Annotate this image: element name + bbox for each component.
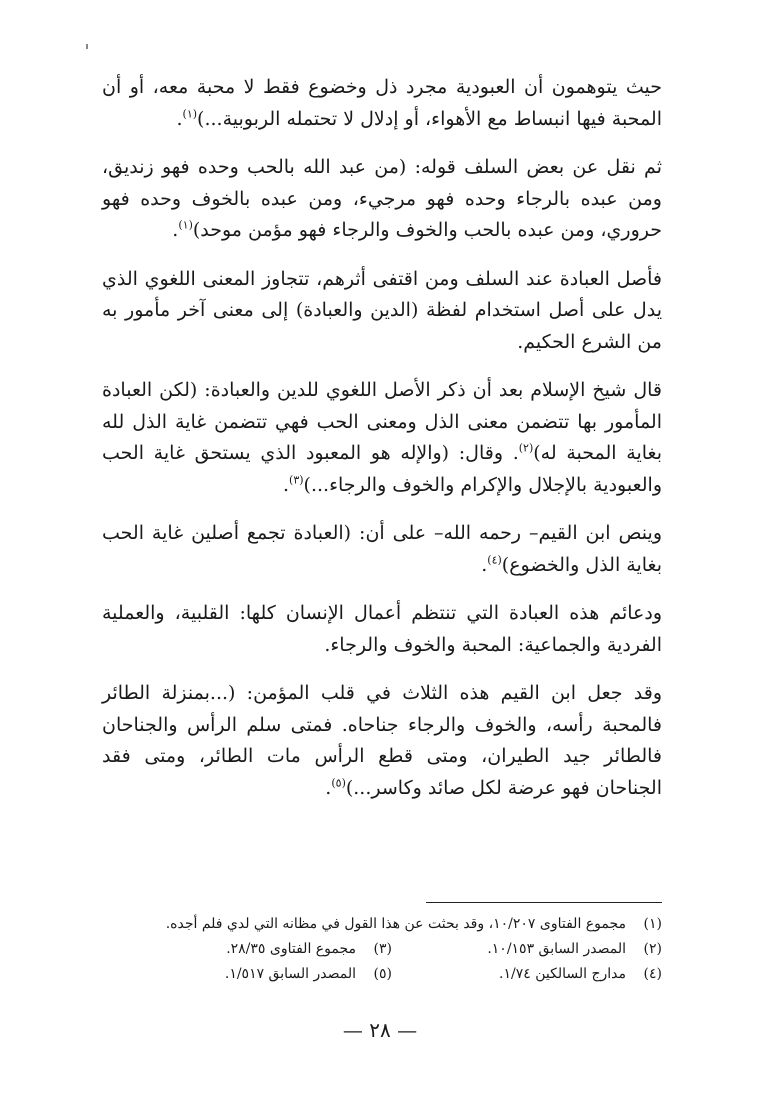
footnote-number: (٤) <box>643 966 662 982</box>
paragraph-6: ودعائم هذه العبادة التي تنتظم أعمال الإنسان كلها: القلبية، والعملية الفردية والجماعية: المحبة والخوف والرجاء. <box>102 602 662 656</box>
footnote-text: مجموع الفتاوى ١٠/٢٠٧، وقد بحثت عن هذا القول في مظانه التي لدي فلم أجده. <box>165 916 626 932</box>
footnote-number: (٥) <box>373 966 392 982</box>
footnote-5 <box>142 962 392 987</box>
footnote-row-2 <box>102 937 662 962</box>
footnote-number: (٢) <box>643 941 662 957</box>
footnote-row-3 <box>102 962 662 987</box>
footnote-3 <box>142 937 392 962</box>
paragraph-3: فأصل العبادة عند السلف ومن اقتفى أثرهم، تتجاوز المعنى اللغوي الذي يدل على أصل استخدام لفظة (الدين والعبادة) إلى معنى آخر مأمور به من الشرع الحكيم. <box>102 267 662 353</box>
paragraph-2: ثم نقل عن بعض السلف قوله: (من عبد الله بالحب وحده فهو زنديق، ومن عبده بالرجاء وحده فهو مرجيء، ومن عبده بالخوف وحده فهو حروري، ومن عبده بالحب والخوف والرجاء فهو مؤمن موحد)$^{(١)}$. <box>102 156 662 241</box>
footnote-divider <box>426 902 662 903</box>
footnote-ref-2[interactable]: (٢) <box>518 441 534 455</box>
footnote-ref-1b[interactable]: (١) <box>178 218 193 232</box>
page-number: — ٢٨ — <box>342 1018 418 1042</box>
footnote-ref-5[interactable]: (٥) <box>331 776 346 790</box>
footnote-text: مجموع الفتاوى ٢٨/٣٥. <box>226 941 356 957</box>
footnotes <box>102 912 662 987</box>
paragraph-4: قال شيخ الإسلام بعد أن ذكر الأصل اللغوي للدين والعبادة: (لكن العبادة المأمور بها تتضمن معنى الذل ومعنى الحب فهي تتضمن غاية الذل لله بغاية المحبة له)$^{(٢)}$. وقال: (والإله هو المعبود الذي يستحق غاية الحب والعبودية بالإجلال والإكرام والخوف والرجاء...)$^{(٣)}$. <box>102 379 662 496</box>
footnote-number: (١) <box>643 916 662 932</box>
footnote-ref-4[interactable]: (٤) <box>487 553 502 567</box>
footnote-2 <box>392 937 662 962</box>
paragraph-7: وقد جعل ابن القيم هذه الثلاث في قلب المؤمن: (...بمنزلة الطائر فالمحبة رأسه، والخوف والرجاء جناحاه. فمتى سلم الرأس والجناحان فالطائر جيد الطيران، ومتى قطع الرأس مات الطائر، ومتى فقد الجناحان فهو عرضة لكل صائد وكاسر...)$^{(٥)}$. <box>102 682 662 799</box>
footnote-number: (٣) <box>373 941 392 957</box>
footnote-ref-1[interactable]: (١) <box>182 107 198 121</box>
page-body <box>102 72 662 821</box>
scan-mark <box>86 44 88 49</box>
footnote-text: المصدر السابق ١٠/١٥٣. <box>487 941 626 957</box>
footnote-row-1 <box>102 912 662 937</box>
footnote-text: المصدر السابق ١/٥١٧. <box>224 966 356 982</box>
paragraph-5: وينص ابن القيم– رحمه الله– على أن: (العبادة تجمع أصلين غاية الحب بغاية الذل والخضوع)$^{(٤)}$. <box>102 522 662 576</box>
footnote-4 <box>392 962 662 987</box>
footnote-ref-3[interactable]: (٣) <box>289 473 304 487</box>
paragraph-1: حيث يتوهمون أن العبودية مجرد ذل وخضوع فقط لا محبة معه، أو أن المحبة فيها انبساط مع الأهواء، أو إدلال لا تحتمله الربوبية...)$^{(١)}$. <box>102 76 662 130</box>
footnote-1 <box>166 912 662 937</box>
footnote-text: مدارج السالكين ١/٧٤. <box>499 966 626 982</box>
